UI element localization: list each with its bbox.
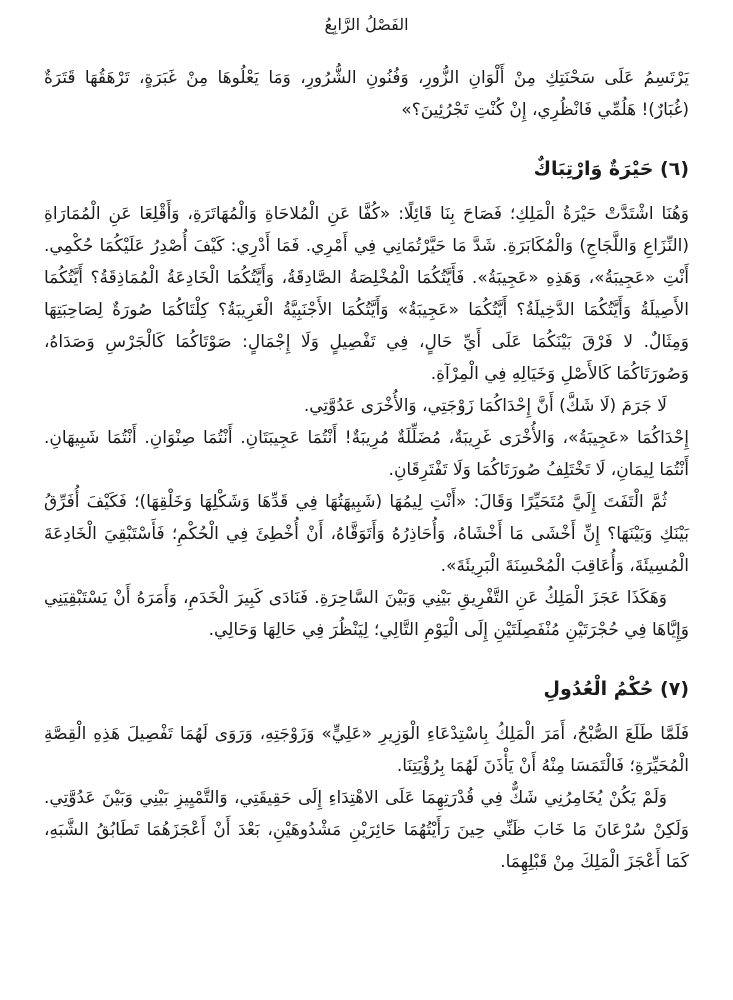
- chapter-title: الفَصْلُ الرَّابِعُ: [324, 15, 409, 34]
- intro-paragraph: يَرْتَسِمُ عَلَى سَحْنَتِكِ مِنْ أَلْوَانِ الزُّورِ، وَفُنُونِ الشُّرُورِ، وَمَا يَعْلُوهَا مِنْ غَبَرَةٍ، تَرْهَقُهَا قَتَرَةٌ (غُبَارٌ)! هَلُمِّي فَانْظُرِي، إِنْ كُنْتِ تَجْرُئِينَ؟»: [44, 68, 689, 120]
- section-6-paragraph-4: ثُمَّ الْتَفَتَ إِلَيَّ مُتَحَيِّرًا وَقَالَ: «أَنْتِ لِيمُهَا (شَبِيهَتُهَا فِي قَدِّهَا وَشَكْلِهَا وَخَلْقِهَا)؛ فَكَيْفَ أُفَرِّقُ بَيْنَكِ وَبَيْنَهَا؟ إِنِّ أَخْشَى مَا أَخْشَاهُ، وَأُحَاذِرُهُ وَأَتَوَقَّاهُ، أَنْ أُخْطِئَ فِي الْحُكْمِ؛ فَأَسْتَبْقِيَ الْخَادِعَةَ الْمُسِيئَةَ، وَأُعَاقِبَ الْمُحْسِنَةَ الْبَرِيئَةَ».: [44, 492, 689, 576]
- section-6-paragraph-1: وَهُنَا اشْتَدَّتْ حَيْرَةُ الْمَلِكِ؛ فَصَاحَ بِنَا قَائِلًا: «كُفَّا عَنِ الْمُلاحَاةِ وَالْمُهَاتَرَةِ، وَأَقْلِعَا عَنِ الْمُمَارَاةِ (النِّزَاعِ وَاللَّجَاجِ) وَالْمُكَابَرَةِ. شَدَّ مَا حَيَّرْتُمَانِي فِي أَمْرِي. فَمَا أَدْرِي: كَيْفَ أُصْدِرُ عَلَيْكُمَا حُكْمِي. أَنْتِ «عَجِيبَةُ»، وَهَذِهِ «عَجِيبَةُ». فَأَيَّتُكُمَا الْمُخْلِصَةُ الصَّادِقَةُ، وَأَيَّتُكُمَا الْخَادِعَةُ الْمُمَاذِقَةُ؟ أَيَّتُكُمَا الأَصِيلَةُ وَأَيَّتُكُمَا الدَّخِيلَةُ؟ أَيَّتُكُمَا «عَجِيبَةُ» وَأَيَّتُكُمَا الأَجْنَبِيَّةُ الْغَرِيبَةُ؟ كِلْتَاكُمَا صُورَةٌ لِصَاحِبَتِهَا وَمِثَالٌ. لا فَرْقَ بَيْنَكُمَا عَلَى أَيِّ حَالٍ، فِي تَفْصِيلٍ وَلَا إِجْمَالٍ: صَوْتَاكُمَا كَالْجَرْسِ وَصَدَاهُ، وَصُورَتَاكُمَا كَالأَصْلِ وَخَيَالِهِ فِي الْمِرْآةِ.: [44, 204, 689, 384]
- spacer: [44, 704, 689, 718]
- section-6-paragraph-3: إِحْدَاكُمَا «عَجِيبَةُ»، وَالأُخْرَى غَرِيبَةٌ، مُضَلِّلَةٌ مُرِيبَةٌ! أَنْتُمَا عَجِيبَتَانِ. أَنْتُمَا صِنْوَانِ. أَنْتُمَا شَبِيهَانِ. أَنْتُمَا لِيمَانِ، لَا تَخْتَلِفُ صُورَتَاكُمَا وَلَا تَفْتَرِقَانِ.: [44, 428, 689, 480]
- section-7-paragraph-1: فَلَمَّا طَلَعَ الصُّبْحُ، أَمَرَ الْمَلِكُ بِاسْتِدْعَاءِ الْوَزِيرِ «عَلِيٍّ» وَزَوْجَتِهِ، وَرَوَى لَهُمَا تَفْصِيلَ هَذِهِ الْقِصَّةِ الْمُحَيِّرَةِ؛ فَالْتَمَسَا مِنْهُ أَنْ يَأْذَنَ لَهُمَا بِرُؤْيَتِنَا.: [44, 724, 689, 776]
- section-6-paragraph-2: لَا جَرَمَ (لَا شَكَّ) أَنَّ إِحْدَاكُمَا زَوْجَتِي، وَالأُخْرَى عَدُوَّتِي.: [303, 396, 667, 416]
- section-7-heading: (٧) حُكْمُ الْعُدُولِ: [543, 678, 689, 700]
- spacer: [44, 126, 689, 154]
- spacer: [44, 646, 689, 674]
- section-6-heading: (٦) حَيْرَةٌ وَارْتِبَاكٌ: [533, 158, 689, 180]
- section-7-paragraph-2: وَلَمْ يَكُنْ يُخَامِرُنِي شَكٌّ فِي قُدْرَتِهِمَا عَلَى الاهْتِدَاءِ إِلَى حَقِيقَتِي، وَالتَّمْيِيزِ بَيْنِي وَبَيْنَ عَدُوَّتِي. وَلَكِنْ سُرْعَانَ مَا خَابَ ظَنِّي حِينَ رَأَيْتُهُمَا حَائِرَيْنِ مَشْدُوهَيْنِ، بَعْدَ أَنْ أَعْجَزَهُمَا تَطَابُقُ الشَّبَهِ، كَمَا أَعْجَزَ الْمَلِكَ مِنْ قَبْلِهِمَا.: [44, 788, 689, 872]
- spacer: [44, 184, 689, 198]
- section-6-paragraph-5: وَهَكَذَا عَجَزَ الْمَلِكُ عَنِ التَّفْرِيقِ بَيْنِي وَبَيْنَ السَّاحِرَةِ. فَنَادَى كَبِيرَ الْخَدَمِ، وَأَمَرَهُ أَنْ يَسْتَبْقِيَنِي وَإِيَّاهَا فِي حُجْرَتَيْنِ مُنْفَصِلَتَيْنِ إِلَى الْيَوْمِ التَّالِي؛ لِيَنْظُرَ فِي حَالِهَا وَحَالِي.: [44, 588, 689, 640]
- spacer: [44, 40, 689, 62]
